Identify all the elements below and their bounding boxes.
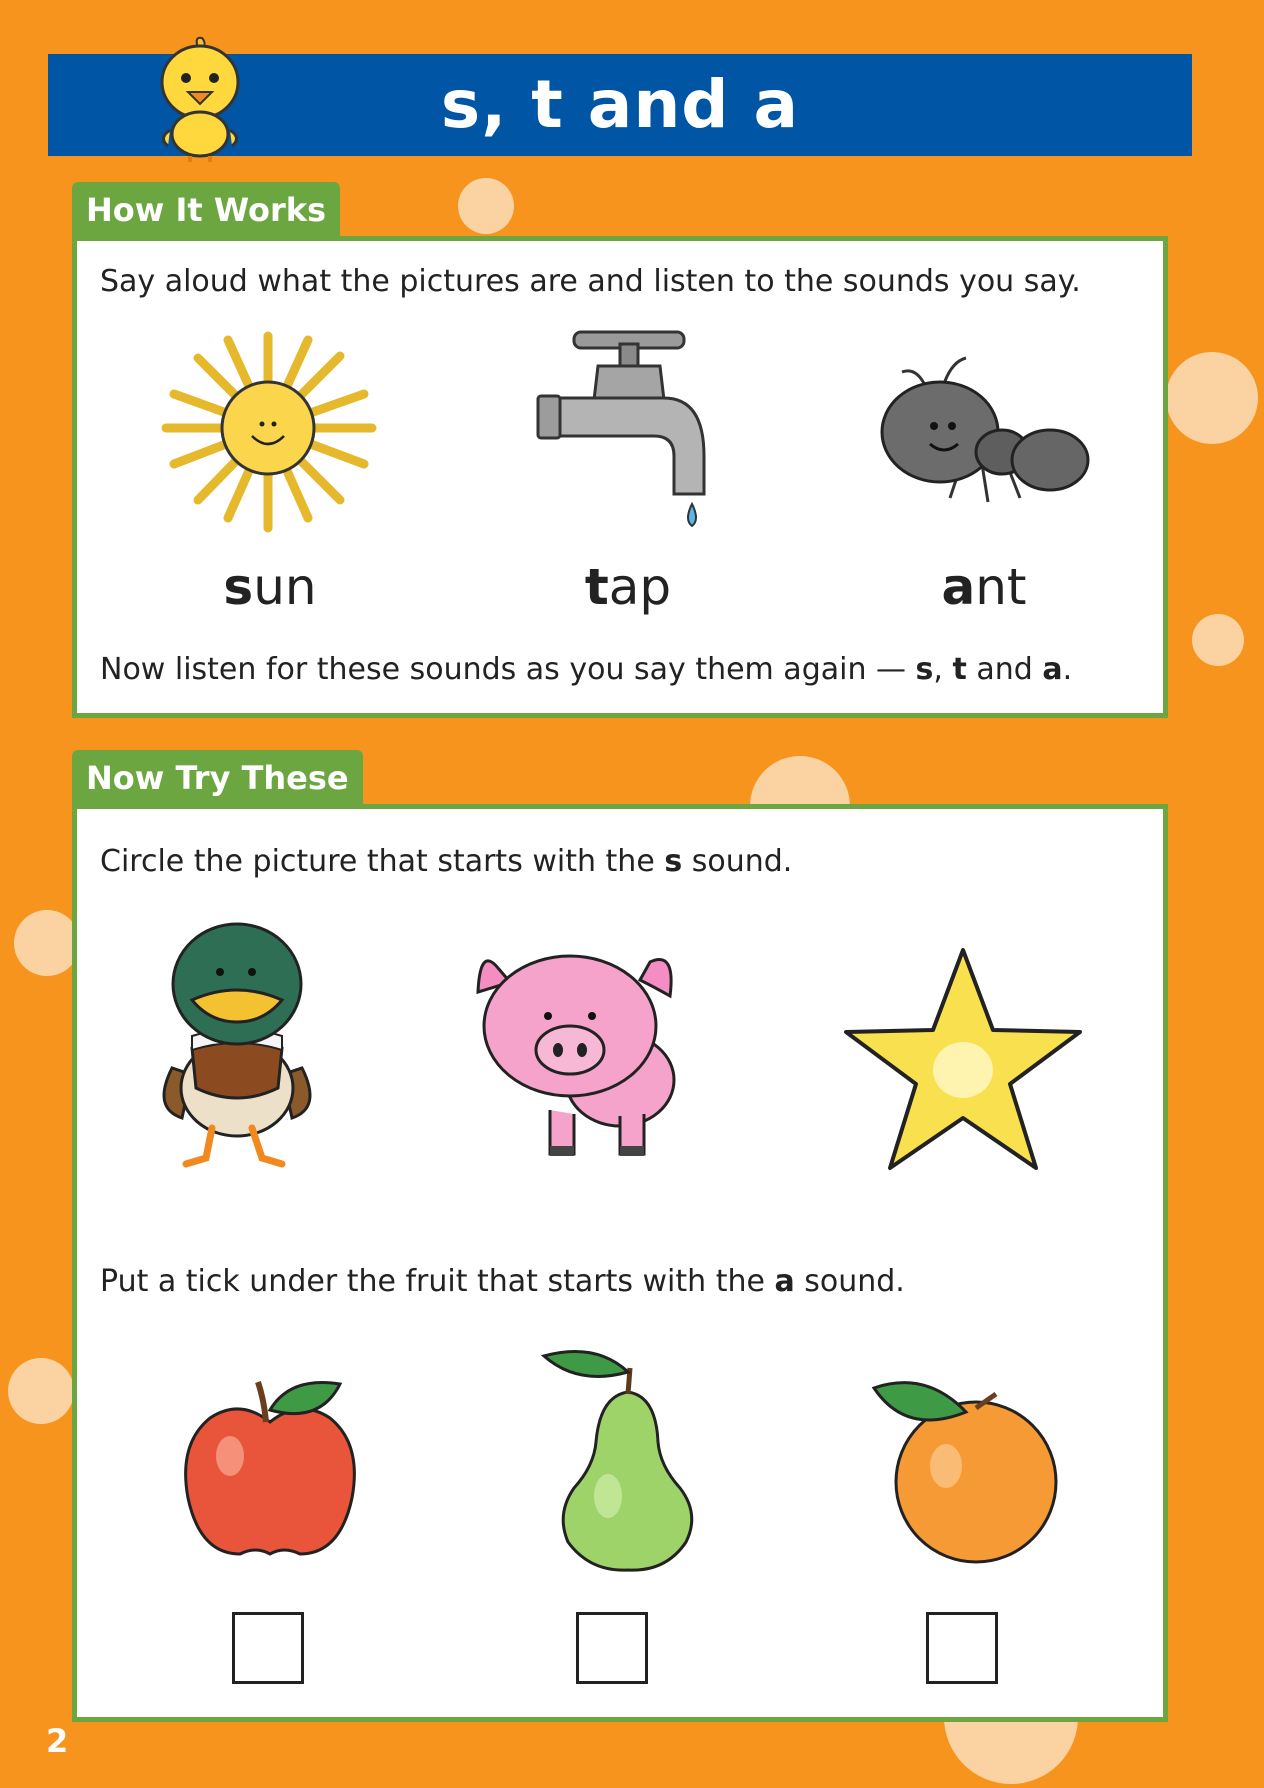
ant-icon: [872, 352, 1092, 522]
duck-icon[interactable]: [152, 918, 322, 1168]
task1-instruction: Circle the picture that starts with the s sound.: [100, 844, 793, 879]
chick-icon: [150, 34, 250, 164]
how-it-works-instruction: Say aloud what the pictures are and listen to the sounds you say.: [100, 264, 1081, 299]
decorative-dot: [1166, 352, 1258, 444]
decorative-dot: [8, 1358, 74, 1424]
orange-icon: [866, 1366, 1066, 1566]
tab-how-it-works: How It Works: [72, 182, 340, 238]
tick-box-apple[interactable]: [232, 1612, 304, 1684]
tick-box-pear[interactable]: [576, 1612, 648, 1684]
pear-icon: [538, 1346, 708, 1576]
tick-box-orange[interactable]: [926, 1612, 998, 1684]
how-it-works-followup: Now listen for these sounds as you say them again — s, t and a.: [100, 652, 1073, 687]
word-tap: tap: [584, 558, 672, 616]
word-sun: sun: [223, 558, 317, 616]
word-ant: ant: [941, 558, 1027, 616]
page-title: s, t and a: [48, 54, 1192, 156]
tap-icon: [534, 326, 724, 546]
decorative-dot: [458, 178, 514, 234]
decorative-dot: [14, 910, 80, 976]
sun-icon: [158, 328, 378, 538]
decorative-dot: [1192, 614, 1244, 666]
pig-icon[interactable]: [470, 940, 690, 1170]
page-number: 2: [46, 1722, 69, 1760]
task2-instruction: Put a tick under the fruit that starts with the a sound.: [100, 1264, 905, 1299]
star-icon[interactable]: [838, 944, 1088, 1174]
apple-icon: [170, 1370, 370, 1570]
tab-now-try-these: Now Try These: [72, 750, 363, 806]
